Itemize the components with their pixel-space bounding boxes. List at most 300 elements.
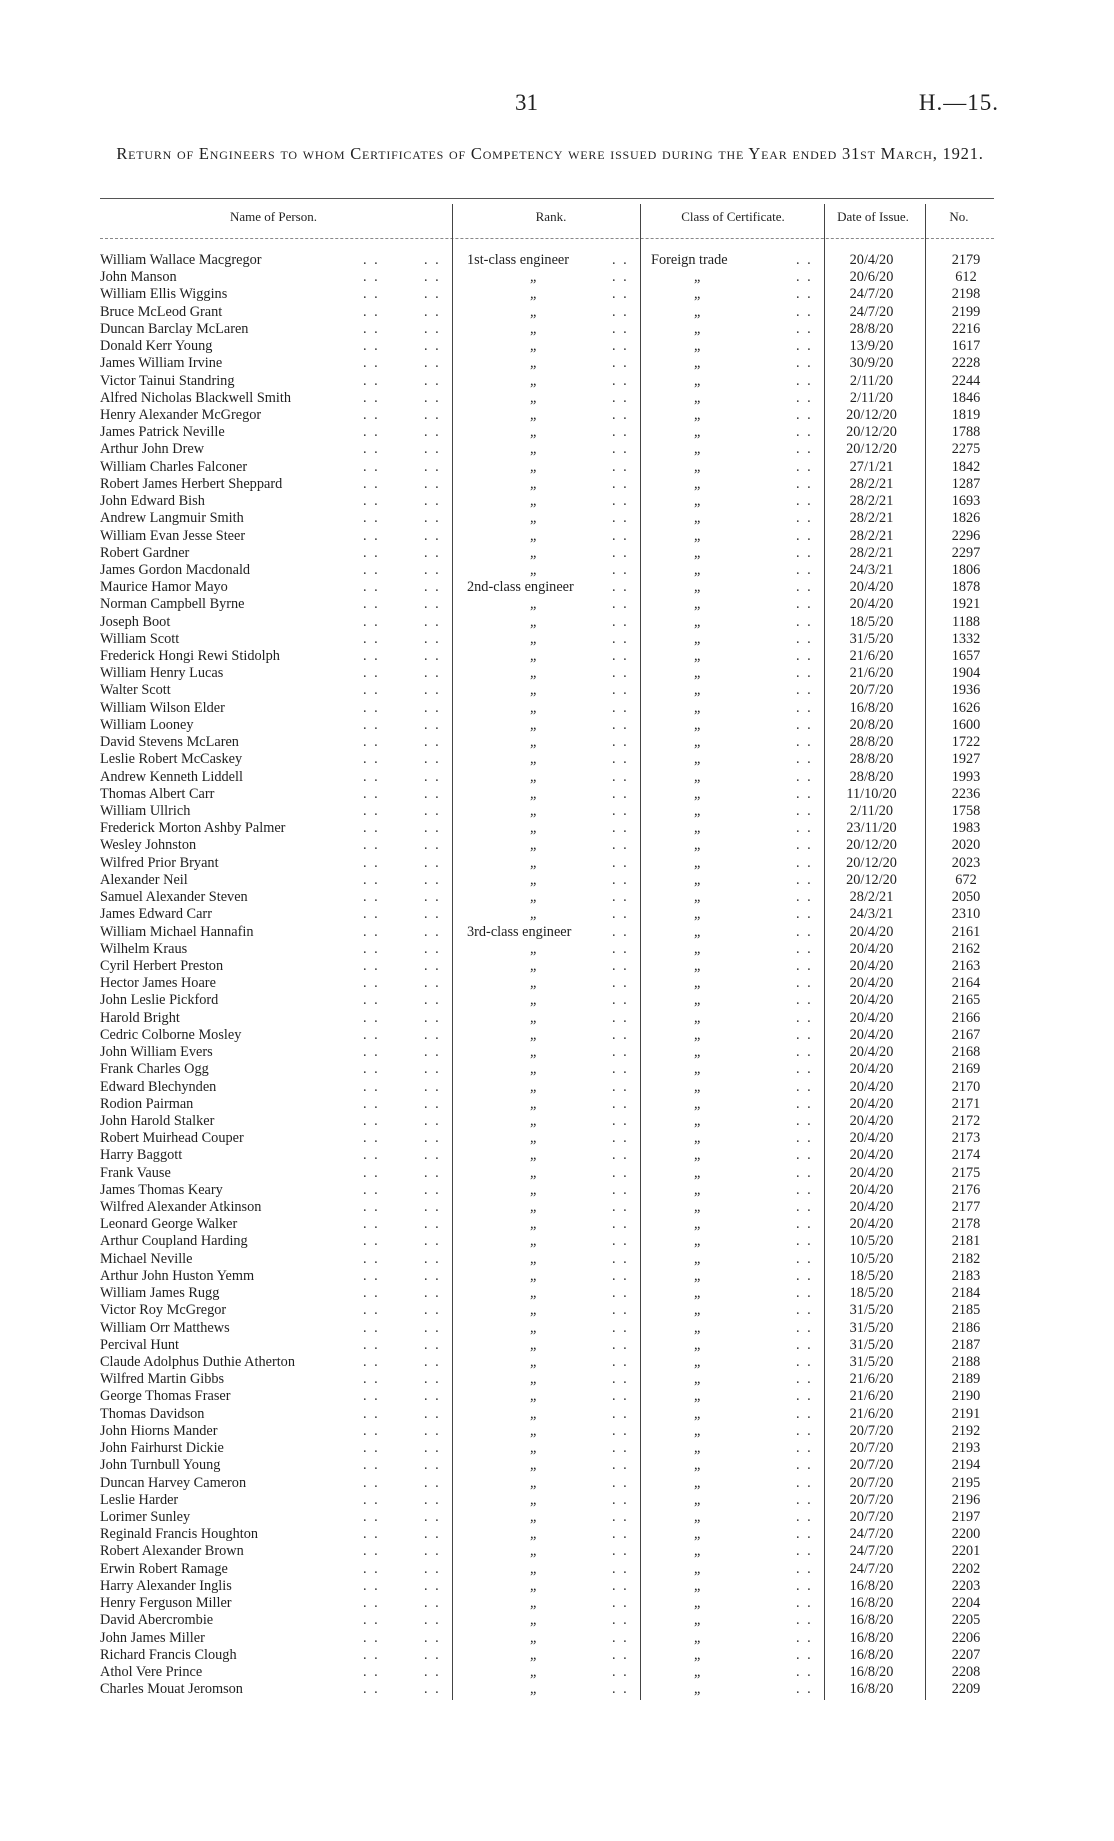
leader-dots: . . — [796, 1491, 813, 1508]
leader-dots: . . — [612, 286, 629, 303]
cell-name: John Harold Stalker — [100, 1112, 215, 1129]
cell-date: 28/8/20 — [849, 320, 894, 337]
leader-dots: . . — [612, 1681, 629, 1698]
cell-date: 20/4/20 — [849, 1130, 894, 1147]
leader-dots: . . — [612, 1595, 629, 1612]
cell-date: 31/5/20 — [849, 1302, 894, 1319]
cell-date: 21/6/20 — [849, 1405, 894, 1422]
cell-class: „ — [694, 1164, 701, 1181]
leader-dots: . . — [424, 355, 441, 372]
leader-dots: . . — [612, 1147, 629, 1164]
table-row — [0, 373, 1114, 390]
cell-date: 20/4/20 — [849, 1078, 894, 1095]
cell-no: 2171 — [951, 1095, 981, 1112]
cell-class: „ — [694, 1216, 701, 1233]
leader-dots: . . — [796, 286, 813, 303]
cell-name: Wilfred Martin Gibbs — [100, 1371, 225, 1388]
leader-dots: . . — [612, 372, 629, 389]
cell-name: Henry Alexander McGregor — [100, 406, 262, 423]
leader-dots: . . — [612, 406, 629, 423]
cell-no: 1878 — [951, 579, 981, 596]
cell-name: Leonard George Walker — [100, 1216, 238, 1233]
table-row — [0, 992, 1114, 1009]
cell-class: „ — [694, 1508, 701, 1525]
cell-date: 24/7/20 — [849, 286, 894, 303]
cell-class: „ — [694, 1250, 701, 1267]
leader-dots: . . — [612, 940, 629, 957]
table-row — [0, 803, 1114, 820]
cell-no: 2194 — [951, 1457, 981, 1474]
cell-class: „ — [694, 527, 701, 544]
cell-no: 2163 — [951, 957, 981, 974]
leader-dots: . . — [612, 1044, 629, 1061]
cell-date: 20/12/20 — [846, 406, 897, 423]
leader-dots: . . — [612, 1199, 629, 1216]
cell-class: „ — [694, 303, 701, 320]
leader-dots: . . — [424, 441, 441, 458]
cell-no: 2175 — [951, 1164, 981, 1181]
cell-class: „ — [694, 1371, 701, 1388]
leader-dots: . . — [796, 1681, 813, 1698]
leader-dots: . . — [424, 906, 441, 923]
cell-rank: „ — [530, 1595, 537, 1612]
cell-class: „ — [694, 1199, 701, 1216]
table-row — [0, 338, 1114, 355]
table-row — [0, 1630, 1114, 1647]
leader-dots: . . — [796, 1199, 813, 1216]
cell-no: 1626 — [951, 699, 981, 716]
table-row — [0, 855, 1114, 872]
cell-class: „ — [694, 975, 701, 992]
leader-dots: . . — [612, 389, 629, 406]
cell-date: 27/1/21 — [849, 458, 894, 475]
cell-name: Wilfred Alexander Atkinson — [100, 1199, 262, 1216]
leader-dots: . . — [424, 665, 441, 682]
cell-name: William Wilson Elder — [100, 699, 225, 716]
cell-name: Victor Tainui Standring — [100, 372, 235, 389]
leader-dots: . . — [612, 768, 629, 785]
cell-no: 1788 — [951, 424, 981, 441]
cell-no: 2184 — [951, 1285, 981, 1302]
cell-no: 2191 — [951, 1405, 981, 1422]
leader-dots: . . — [363, 1474, 380, 1491]
cell-rank: „ — [530, 1302, 537, 1319]
table-row — [0, 1509, 1114, 1526]
cell-rank: „ — [530, 975, 537, 992]
cell-no: 2199 — [951, 303, 981, 320]
leader-dots: . . — [363, 1577, 380, 1594]
cell-rank: „ — [530, 1543, 537, 1560]
cell-rank: „ — [530, 1388, 537, 1405]
cell-class: „ — [694, 596, 701, 613]
cell-name: Leslie Harder — [100, 1491, 179, 1508]
cell-name: William Orr Matthews — [100, 1319, 230, 1336]
cell-no: 2169 — [951, 1061, 981, 1078]
leader-dots: . . — [612, 716, 629, 733]
cell-no: 1600 — [951, 716, 981, 733]
leader-dots: . . — [612, 1491, 629, 1508]
cell-class: „ — [694, 854, 701, 871]
leader-dots: . . — [612, 1526, 629, 1543]
cell-date: 20/4/20 — [849, 1009, 894, 1026]
cell-date: 20/4/20 — [849, 1061, 894, 1078]
cell-no: 2168 — [951, 1044, 981, 1061]
leader-dots: . . — [796, 579, 813, 596]
cell-date: 16/8/20 — [849, 1629, 894, 1646]
cell-name: Wilhelm Kraus — [100, 940, 188, 957]
leader-dots: . . — [796, 1061, 813, 1078]
cell-class: „ — [694, 906, 701, 923]
cell-no: 2206 — [951, 1629, 981, 1646]
cell-rank: „ — [530, 906, 537, 923]
cell-no: 2201 — [951, 1543, 981, 1560]
table-row — [0, 528, 1114, 545]
cell-no: 2209 — [951, 1681, 981, 1698]
leader-dots: . . — [796, 1336, 813, 1353]
cell-class: „ — [694, 458, 701, 475]
cell-date: 28/2/21 — [849, 510, 894, 527]
cell-rank: „ — [530, 1560, 537, 1577]
leader-dots: . . — [424, 286, 441, 303]
cell-name: Duncan Barclay McLaren — [100, 320, 249, 337]
cell-name: William Henry Lucas — [100, 665, 224, 682]
leader-dots: . . — [363, 854, 380, 871]
leader-dots: . . — [612, 889, 629, 906]
cell-rank: „ — [530, 613, 537, 630]
leader-dots: . . — [612, 1009, 629, 1026]
leader-dots: . . — [612, 803, 629, 819]
leader-dots: . . — [424, 1319, 441, 1336]
leader-dots: . . — [796, 992, 813, 1009]
cell-date: 21/6/20 — [849, 648, 894, 665]
cell-rank: „ — [530, 957, 537, 974]
leader-dots: . . — [796, 424, 813, 441]
cell-name: William Ullrich — [100, 803, 191, 819]
cell-rank: „ — [530, 1044, 537, 1061]
cell-name: Henry Ferguson Miller — [100, 1595, 232, 1612]
cell-no: 2192 — [951, 1422, 981, 1439]
leader-dots: . . — [424, 1526, 441, 1543]
cell-class: „ — [694, 837, 701, 854]
cell-no: 2182 — [951, 1250, 981, 1267]
cell-class: „ — [694, 1267, 701, 1284]
table-row — [0, 1354, 1114, 1371]
leader-dots: . . — [612, 1267, 629, 1284]
cell-rank: „ — [530, 475, 537, 492]
cell-class: „ — [694, 630, 701, 647]
leader-dots: . . — [363, 1371, 380, 1388]
table-row — [0, 596, 1114, 613]
leader-dots: . . — [612, 579, 629, 596]
cell-class: Foreign trade — [651, 252, 728, 268]
cell-class: „ — [694, 1560, 701, 1577]
leader-dots: . . — [363, 510, 380, 527]
leader-dots: . . — [363, 1491, 380, 1508]
cell-rank: „ — [530, 734, 537, 751]
leader-dots: . . — [424, 1026, 441, 1043]
cell-name: Erwin Robert Ramage — [100, 1560, 228, 1577]
cell-name: William Evan Jesse Steer — [100, 527, 246, 544]
leader-dots: . . — [612, 1181, 629, 1198]
leader-dots: . . — [363, 1026, 380, 1043]
leader-dots: . . — [612, 544, 629, 561]
page-number: 31 — [515, 90, 538, 115]
table-row — [0, 1578, 1114, 1595]
header-top-rule — [100, 198, 994, 199]
leader-dots: . . — [363, 596, 380, 613]
table-row — [0, 407, 1114, 424]
leader-dots: . . — [363, 682, 380, 699]
cell-no: 2188 — [951, 1354, 981, 1370]
cell-rank: „ — [530, 992, 537, 1009]
cell-class: „ — [694, 889, 701, 906]
cell-rank: „ — [530, 1612, 537, 1629]
leader-dots: . . — [363, 1629, 380, 1646]
cell-class: „ — [694, 820, 701, 837]
cell-no: 2205 — [951, 1612, 981, 1629]
cell-name: David Stevens McLaren — [100, 734, 239, 751]
leader-dots: . . — [363, 1595, 380, 1612]
cell-rank: „ — [530, 648, 537, 665]
cell-name: Arthur Coupland Harding — [100, 1233, 248, 1250]
leader-dots: . . — [612, 1233, 629, 1250]
cell-class: „ — [694, 940, 701, 957]
cell-date: 28/2/21 — [849, 544, 894, 561]
leader-dots: . . — [796, 1285, 813, 1302]
leader-dots: . . — [363, 1646, 380, 1663]
leader-dots: . . — [363, 1147, 380, 1164]
cell-date: 20/8/20 — [849, 716, 894, 733]
cell-rank: „ — [530, 544, 537, 561]
table-row — [0, 1647, 1114, 1664]
cell-no: 2172 — [951, 1112, 981, 1129]
leader-dots: . . — [612, 458, 629, 475]
leader-dots: . . — [424, 389, 441, 406]
cell-rank: „ — [530, 871, 537, 888]
leader-dots: . . — [796, 889, 813, 906]
cell-rank: „ — [530, 1250, 537, 1267]
leader-dots: . . — [612, 1354, 629, 1370]
cell-name: James Edward Carr — [100, 906, 212, 923]
leader-dots: . . — [796, 923, 813, 940]
leader-dots: . . — [796, 1319, 813, 1336]
leader-dots: . . — [363, 768, 380, 785]
cell-rank: „ — [530, 424, 537, 441]
leader-dots: . . — [424, 1181, 441, 1198]
table-row — [0, 1010, 1114, 1027]
table-row — [0, 1182, 1114, 1199]
cell-name: Percival Hunt — [100, 1336, 180, 1353]
cell-name: Arthur John Drew — [100, 441, 205, 458]
cell-name: Wilfred Prior Bryant — [100, 854, 219, 871]
leader-dots: . . — [612, 596, 629, 613]
leader-dots: . . — [424, 596, 441, 613]
table-row — [0, 1440, 1114, 1457]
leader-dots: . . — [796, 1646, 813, 1663]
leader-dots: . . — [424, 1577, 441, 1594]
cell-no: 1826 — [951, 510, 981, 527]
cell-no: 2174 — [951, 1147, 981, 1164]
cell-no: 612 — [955, 269, 977, 286]
cell-name: Athol Vere Prince — [100, 1663, 203, 1680]
cell-no: 1993 — [951, 768, 981, 785]
cell-rank: „ — [530, 803, 537, 819]
leader-dots: . . — [424, 320, 441, 337]
leader-dots: . . — [796, 372, 813, 389]
cell-no: 2170 — [951, 1078, 981, 1095]
cell-no: 2204 — [951, 1595, 981, 1612]
leader-dots: . . — [363, 940, 380, 957]
cell-rank: „ — [530, 1285, 537, 1302]
table-row — [0, 562, 1114, 579]
cell-class: „ — [694, 1422, 701, 1439]
leader-dots: . . — [363, 699, 380, 716]
cell-name: Hector James Hoare — [100, 975, 216, 992]
leader-dots: . . — [796, 940, 813, 957]
leader-dots: . . — [363, 1526, 380, 1543]
leader-dots: . . — [796, 1233, 813, 1250]
cell-date: 16/8/20 — [849, 1577, 894, 1594]
table-row — [0, 1233, 1114, 1250]
leader-dots: . . — [363, 544, 380, 561]
cell-no: 2196 — [951, 1491, 981, 1508]
cell-date: 20/7/20 — [849, 1491, 894, 1508]
table-row — [0, 1561, 1114, 1578]
table-row — [0, 1526, 1114, 1543]
table-row — [0, 682, 1114, 699]
header-bottom-rule — [100, 238, 994, 239]
leader-dots: . . — [796, 1422, 813, 1439]
leader-dots: . . — [612, 1319, 629, 1336]
cell-class: „ — [694, 1285, 701, 1302]
leader-dots: . . — [363, 1612, 380, 1629]
leader-dots: . . — [424, 458, 441, 475]
cell-rank: „ — [530, 441, 537, 458]
leader-dots: . . — [424, 1009, 441, 1026]
leader-dots: . . — [612, 1078, 629, 1095]
cell-date: 24/7/20 — [849, 1560, 894, 1577]
leader-dots: . . — [363, 1681, 380, 1698]
cell-date: 20/4/20 — [849, 1164, 894, 1181]
leader-dots: . . — [796, 734, 813, 751]
leader-dots: . . — [363, 613, 380, 630]
leader-dots: . . — [363, 338, 380, 355]
cell-rank: „ — [530, 303, 537, 320]
leader-dots: . . — [424, 1681, 441, 1698]
table-row — [0, 252, 1114, 269]
header-date: Date of Issue. — [837, 209, 909, 224]
leader-dots: . . — [424, 252, 441, 268]
cell-name: James Patrick Neville — [100, 424, 225, 441]
cell-date: 11/10/20 — [846, 785, 897, 802]
cell-date: 28/2/21 — [849, 527, 894, 544]
leader-dots: . . — [424, 1302, 441, 1319]
cell-date: 28/2/21 — [849, 493, 894, 510]
cell-rank: „ — [530, 1457, 537, 1474]
leader-dots: . . — [363, 975, 380, 992]
cell-name: John Manson — [100, 269, 177, 286]
leader-dots: . . — [363, 252, 380, 268]
table-row — [0, 1044, 1114, 1061]
leader-dots: . . — [612, 561, 629, 578]
table-row — [0, 459, 1114, 476]
leader-dots: . . — [363, 957, 380, 974]
cell-rank: „ — [530, 1577, 537, 1594]
cell-no: 2296 — [951, 527, 981, 544]
cell-date: 24/7/20 — [849, 1543, 894, 1560]
cell-name: George Thomas Fraser — [100, 1388, 231, 1405]
leader-dots: . . — [424, 1216, 441, 1233]
leader-dots: . . — [796, 406, 813, 423]
leader-dots: . . — [363, 1663, 380, 1680]
leader-dots: . . — [363, 475, 380, 492]
leader-dots: . . — [796, 699, 813, 716]
table-row — [0, 579, 1114, 596]
cell-name: Charles Mouat Jeromson — [100, 1681, 243, 1698]
leader-dots: . . — [612, 992, 629, 1009]
cell-class: „ — [694, 338, 701, 355]
leader-dots: . . — [796, 785, 813, 802]
cell-date: 20/6/20 — [849, 269, 894, 286]
leader-dots: . . — [424, 1267, 441, 1284]
cell-no: 2297 — [951, 544, 981, 561]
table-row — [0, 665, 1114, 682]
cell-no: 2244 — [951, 372, 981, 389]
leader-dots: . . — [424, 1233, 441, 1250]
cell-rank: „ — [530, 820, 537, 837]
cell-name: Alfred Nicholas Blackwell Smith — [100, 389, 291, 406]
cell-class: „ — [694, 1009, 701, 1026]
cell-date: 23/11/20 — [846, 820, 897, 837]
cell-name: Robert Gardner — [100, 544, 190, 561]
cell-rank: „ — [530, 1026, 537, 1043]
header-class: Class of Certificate. — [681, 209, 785, 224]
leader-dots: . . — [424, 1388, 441, 1405]
cell-date: 20/4/20 — [849, 1095, 894, 1112]
leader-dots: . . — [796, 1267, 813, 1284]
table-row — [0, 424, 1114, 441]
cell-name: John Hiorns Mander — [100, 1422, 218, 1439]
table-row — [0, 1285, 1114, 1302]
leader-dots: . . — [424, 803, 441, 819]
cell-no: 2186 — [951, 1319, 981, 1336]
table-row — [0, 1251, 1114, 1268]
leader-dots: . . — [796, 1078, 813, 1095]
cell-name: Bruce McLeod Grant — [100, 303, 223, 320]
leader-dots: . . — [424, 475, 441, 492]
cell-rank: 1st-class engineer — [467, 252, 570, 268]
cell-name: David Abercrombie — [100, 1612, 214, 1629]
cell-name: Rodion Pairman — [100, 1095, 194, 1112]
cell-rank: 3rd-class engineer — [467, 923, 572, 940]
leader-dots: . . — [796, 665, 813, 682]
leader-dots: . . — [363, 820, 380, 837]
leader-dots: . . — [612, 1422, 629, 1439]
leader-dots: . . — [424, 1405, 441, 1422]
leader-dots: . . — [424, 372, 441, 389]
leader-dots: . . — [363, 493, 380, 510]
cell-rank: „ — [530, 1112, 537, 1129]
cell-date: 21/6/20 — [849, 1388, 894, 1405]
leader-dots: . . — [796, 355, 813, 372]
table-row — [0, 889, 1114, 906]
leader-dots: . . — [796, 1508, 813, 1525]
cell-rank: „ — [530, 596, 537, 613]
leader-dots: . . — [796, 596, 813, 613]
table-row — [0, 510, 1114, 527]
cell-date: 20/4/20 — [849, 923, 894, 940]
leader-dots: . . — [612, 441, 629, 458]
